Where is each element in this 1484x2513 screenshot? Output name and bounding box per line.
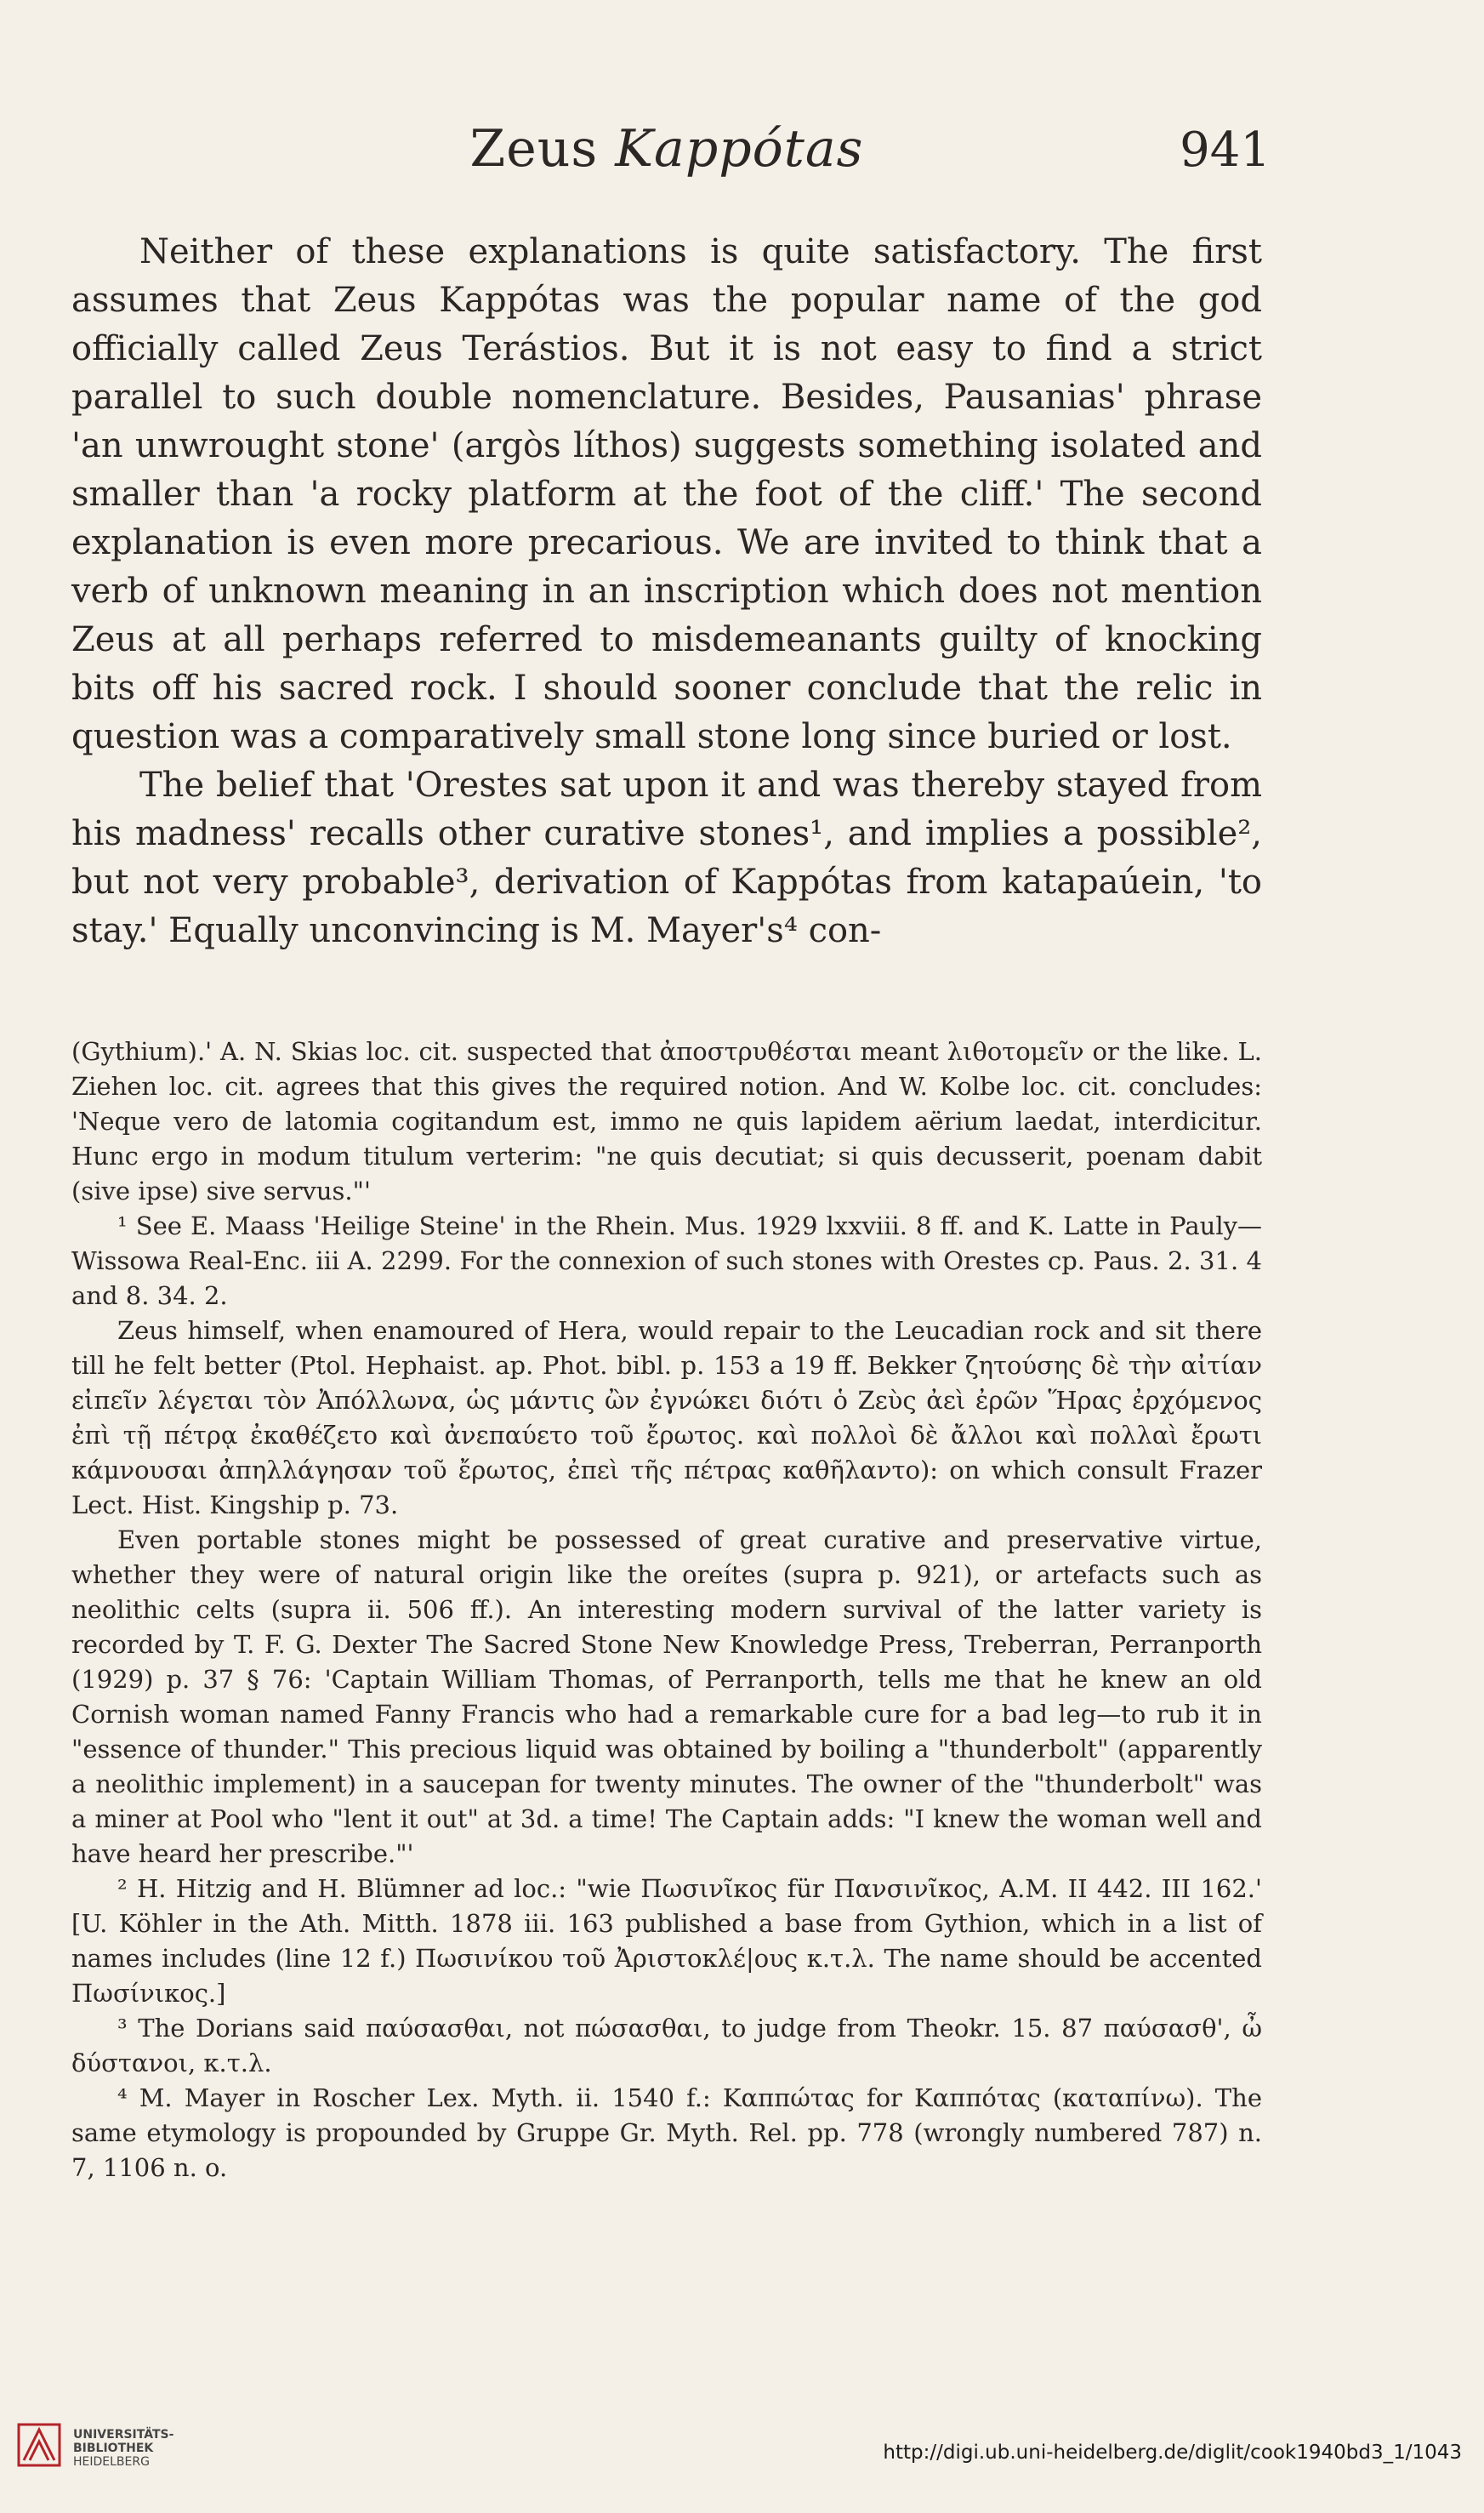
footnote-3: ³ The Dorians said παύσασθαι, not πώσασθαι, to judge from Theokr. 15. 87 παύσασθ', ὦ δύστανοι, κ.τ.λ. <box>71 2014 1262 2077</box>
library-line-1: UNIVERSITÄTS- <box>73 2428 174 2442</box>
title-plain: Zeus <box>469 119 616 179</box>
library-logo-icon <box>17 2423 61 2467</box>
library-line-3: HEIDELBERG <box>73 2455 150 2469</box>
paragraph-2: The belief that 'Orestes sat upon it and was thereby stayed from his madness' recalls other curative stones¹, and implies a possible², but not very probable³, derivation of Kappótas from katapaúein, 'to stay.' Equally unconvincing is M. Mayer's⁴ con- <box>71 766 1262 950</box>
page-footer <box>0 2416 1484 2484</box>
footnote-1: ¹ See E. Maass 'Heilige Steine' in the Rhein. Mus. 1929 lxxviii. 8 ff. and K. Latte in Pauly—Wissowa Real-Enc. iii A. 2299. For the connexion of such stones with Orestes cp. Paus. 2. 31. 4 and 8. 34. 2. <box>71 1211 1262 1310</box>
paragraph-1: Neither of these explanations is quite satisfactory. The first assumes that Zeus Kappótas was the popular name of the god officially called Zeus Terástios. But it is not easy to find a strict parallel to such double nomenclature. Besides, Pausanias' phrase 'an unwrought stone' (argòs líthos) suggests something isolated and smaller than 'a rocky platform at the foot of the cliff.' The second explanation is even more precarious. We are invited to think that a verb of unknown meaning in an inscription which does not mention Zeus at all perhaps referred to misdemeanants guilty of knocking bits off his sacred rock. I should sooner conclude that the relic in question was a comparatively small stone long since buried or lost. <box>71 232 1262 756</box>
footnote-1-cont-b: Even portable stones might be possessed of great curative and preservative virtue, whether they were of natural origin like the oreítes (supra p. 921), or artefacts such as neolithic celts (supra ii. 506 ff.). An interesting modern survival of the latter variety is recorded by T. F. G. Dexter The Sacred Stone New Knowledge Press, Treberran, Perranporth (1929) p. 37 § 76: 'Captain William Thomas, of Perranporth, tells me that he knew an old Cornish woman named Fanny Francis who had a remarkable cure for a bad leg—to rub it in "essence of thunder." This precious liquid was obtained by boiling a "thunderbolt" (apparently a neolithic implement) in a saucepan for twenty minutes. The owner of the "thunderbolt" was a miner at Pool who "lent it out" at 3d. a time! The Captain adds: "I knew the woman well and have heard her prescribe."' <box>71 1525 1262 1868</box>
footnote-1-cont-a: Zeus himself, when enamoured of Hera, would repair to the Leucadian rock and sit there till he felt better (Ptol. Hephaist. ap. Phot. bibl. p. 153 a 19 ff. Bekker ζητούσης δὲ τὴν αἰτίαν εἰπεῖν λέγεται τὸν Ἀπόλλωνα, ὡς μάντις ὢν ἐγνώκει διότι ὁ Ζεὺς ἀεὶ ἐρῶν Ἥρας ἐρχόμενος ἐπὶ τῇ πέτρᾳ ἐκαθέζετο καὶ ἀνεπαύετο τοῦ ἔρωτος. καὶ πολλοὶ δὲ ἄλλοι καὶ πολλαὶ ἔρωτι κάμνουσαι ἀπηλλάγησαν τοῦ ἔρωτος, ἐπεὶ τῆς πέτρας καθῆλαντο): on which consult Frazer Lect. Hist. Kingship p. 73. <box>71 1316 1262 1519</box>
footnote-2: ² H. Hitzig and H. Blümner ad loc.: "wie Πωσινῖκος für Πανσινῖκος, A.M. II 442. III 162.' [U. Köhler in the Ath. Mitth. 1878 iii. 163 published a base from Gythion, which in a list of names includes (line 12 f.) Πωσινίκου τοῦ Ἀριστοκλέ|ους κ.τ.λ. The name should be accented Πωσίνικος.] <box>71 1874 1262 2008</box>
library-name <box>73 2428 173 2469</box>
footnotes <box>71 1034 1262 2185</box>
title-italic: Kappótas <box>615 119 864 179</box>
source-url-link[interactable]: http://digi.ub.uni-heidelberg.de/diglit/cook1940bd3_1/1043 <box>883 2442 1462 2464</box>
footnote-4: ⁴ M. Mayer in Roscher Lex. Myth. ii. 1540 f.: Καππώτας for Καππότας (καταπίνω). The same etymology is propounded by Gruppe Gr. Myth. Rel. pp. 778 (wrongly numbered 787) n. 7, 1106 n. o. <box>71 2083 1262 2182</box>
main-text <box>71 228 1262 955</box>
running-header <box>71 119 1271 196</box>
running-title <box>71 119 1262 179</box>
library-line-2: BIBLIOTHEK <box>73 2442 154 2455</box>
footnote-continuation: (Gythium).' A. N. Skias loc. cit. suspected that ἀποστρυθέσται meant λιθοτομεῖν or the like. L. Ziehen loc. cit. agrees that this gives the required notion. And W. Kolbe loc. cit. concludes: 'Neque vero de latomia cogitandum est, immo ne quis lapidem aërium laedat, interdicitur. Hunc ergo in modum titulum verterim: "ne quis decutiat; si quis decusserit, poenam dabit (sive ipse) sive servus."' <box>71 1037 1262 1205</box>
page-number: 941 <box>1180 123 1271 178</box>
